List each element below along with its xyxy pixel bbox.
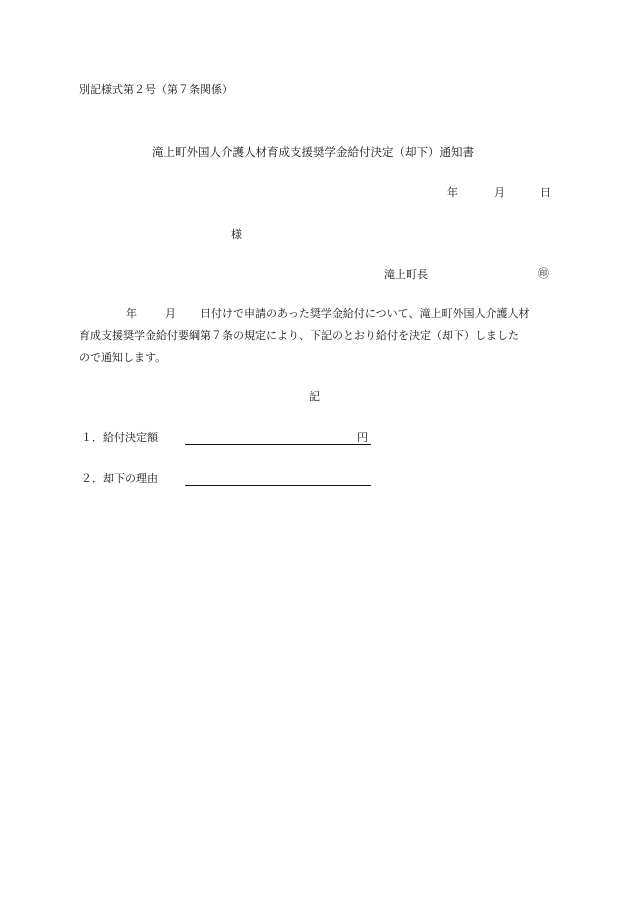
body-year-label: 年: [126, 307, 137, 320]
body-line-1-text: 日付けで申請のあった奨学金給付について、滝上町外国人介護人材: [200, 307, 530, 320]
addressee-honorific: 様: [231, 228, 242, 241]
date-year-label: 年: [447, 186, 458, 199]
item-1-fill-line: [185, 444, 371, 445]
body-line-3-text: ので通知します。: [79, 351, 167, 364]
body-month-label: 月: [165, 307, 176, 320]
document-title: 滝上町外国人介護人材育成支援奨学金給付決定（却下）通知書: [152, 145, 474, 159]
item-2-fill-line: [185, 485, 371, 486]
date-month-label: 月: [494, 186, 505, 199]
body-paragraph-line-2: [79, 325, 554, 347]
seal-icon: ㊞: [538, 267, 549, 280]
body-paragraph-line-3: [79, 347, 554, 369]
ki-heading: 記: [309, 390, 320, 403]
form-reference: 別記様式第２号（第７条関係）: [79, 83, 233, 96]
item-1-unit: 円: [357, 431, 368, 444]
issuer-name: 滝上町長: [384, 268, 428, 281]
item-1-label: １．給付決定額: [81, 431, 158, 444]
item-2-label: ２．却下の理由: [81, 472, 158, 485]
date-day-label: 日: [540, 186, 551, 199]
body-line-2-text: 育成支援奨学金給付要綱第７条の規定により、下記のとおり給付を決定（却下）しました: [79, 329, 519, 342]
